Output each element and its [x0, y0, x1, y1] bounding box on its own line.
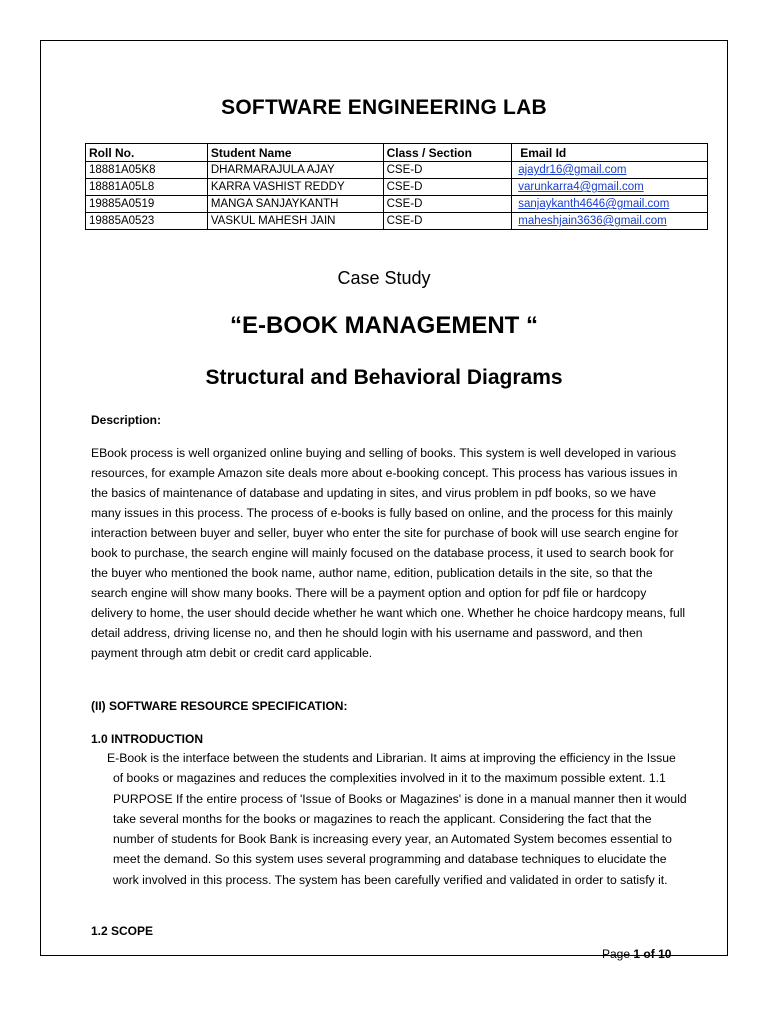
of-label: of [643, 947, 655, 961]
roll-no-cell: 19885A0519 [86, 196, 208, 213]
header-student-name: Student Name [207, 144, 383, 162]
class-section-cell: CSE-D [383, 196, 512, 213]
page-number: 1 [633, 947, 641, 961]
roll-no-cell: 18881A05L8 [86, 179, 208, 196]
main-title: “E-BOOK MANAGEMENT “ [230, 312, 538, 339]
email-link[interactable]: varunkarra4@gmail.com [512, 179, 708, 196]
table-row [86, 196, 708, 213]
class-section-cell: CSE-D [383, 213, 512, 230]
header-email-id: Email Id [512, 144, 708, 162]
email-link[interactable]: maheshjain3636@gmail.com [512, 213, 708, 230]
header-class-section: Class / Section [383, 144, 512, 162]
class-section-cell: CSE-D [383, 179, 512, 196]
document-title: SOFTWARE ENGINEERING LAB [221, 96, 547, 119]
email-link[interactable]: sanjaykanth4646@gmail.com [512, 196, 708, 213]
student-name-cell: DHARMARAJULA AJAY [207, 162, 383, 179]
student-name-cell: VASKUL MAHESH JAIN [207, 213, 383, 230]
case-study-label: Case Study [337, 268, 431, 288]
student-table [85, 143, 708, 230]
srs-heading: (II) SOFTWARE RESOURCE SPECIFICATION: [91, 699, 348, 713]
page-footer [602, 947, 671, 961]
header-roll-no: Roll No. [86, 144, 208, 162]
description-heading: Description: [91, 413, 162, 427]
description-paragraph: EBook process is well organized online buying and selling of books. This system is well developed in various resources, for example Amazon site deals more about e-booking concept. This process has various issues in the basics of maintenance of database and updating in sites, and virus problem in pdf books, so we have many issues in this process. The process of e-books is fully based on online, and the process for this mainly interaction between buyer and seller, buyer who enter the site for purchase of book will use search engine for book to purchase, the search engine will mainly focused on the database process, it used to search book for the buyer who mentioned the book name, author name, edition, publication details in the site, so that the search engine will show many books. There will be a payment option and option for pdf file or hardcopy delivery to home, the user should decide whether he want which one. Whether he choice hardcopy means, full detail address, driving license no, and then he should login with his username and password, and then payment through atm debit or credit card applicable. [91, 446, 686, 660]
roll-no-cell: 18881A05K8 [86, 162, 208, 179]
student-name-cell: MANGA SANJAYKANTH [207, 196, 383, 213]
introduction-heading: 1.0 INTRODUCTION [91, 732, 204, 746]
table-row [86, 162, 708, 179]
student-name-cell: KARRA VASHIST REDDY [207, 179, 383, 196]
roll-no-cell: 19885A0523 [86, 213, 208, 230]
table-header-row [86, 144, 708, 162]
table-row [86, 179, 708, 196]
table-row [86, 213, 708, 230]
class-section-cell: CSE-D [383, 162, 512, 179]
total-pages: 10 [658, 947, 672, 961]
page-label: Page [602, 947, 631, 961]
scope-heading: 1.2 SCOPE [91, 924, 154, 938]
introduction-paragraph: E-Book is the interface between the students and Librarian. It aims at improving the efficiency in the Issue of books or magazines and reduces the complexities involved in it to the maximum possible extent. 1.1 PURPOSE If the entire process of 'Issue of Books or Magazines' is done in a manual manner then it would take several months for the books or magazines to reach the applicant. Considering the fact that the number of students for Book Bank is increasing every year, an Automated System becomes essential to meet the demand. So this system uses several programming and database techniques to elucidate the work involved in this process. The system has been carefully verified and validated in order to satisfy it. [107, 751, 687, 887]
email-link[interactable]: ajaydr16@gmail.com [512, 162, 708, 179]
sub-title: Structural and Behavioral Diagrams [205, 366, 563, 389]
